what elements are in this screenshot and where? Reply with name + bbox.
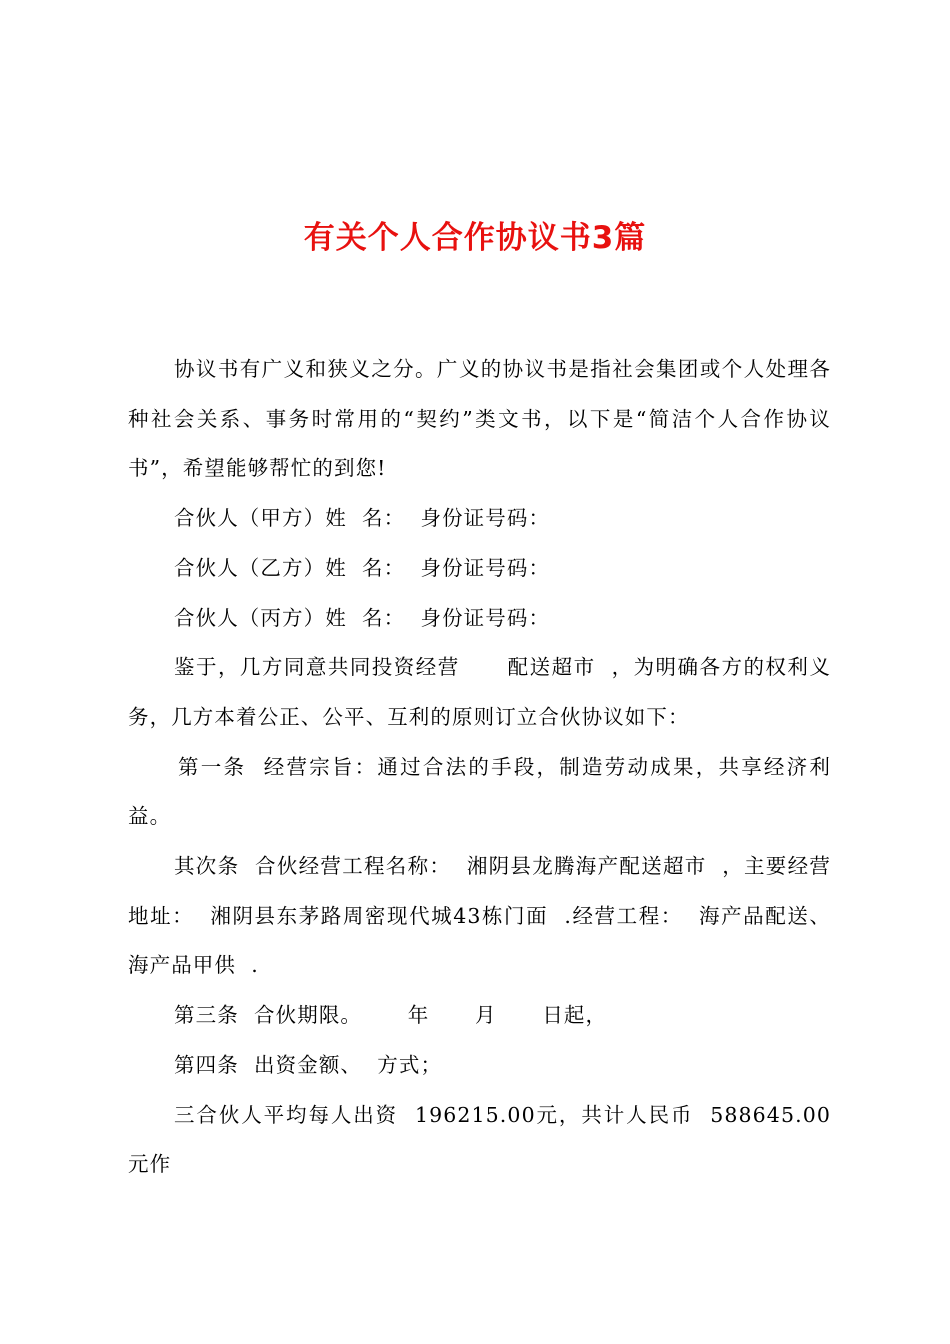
document-title: 有关个人合作协议书3篇	[303, 220, 647, 256]
article-2-paragraph: 其次条 合伙经营工程名称： 湘阴县龙腾海产配送超市 ，主要经营地址： 湘阴县东茅路周密现代城43栋门面 .经营工程： 海产品配送、海产品甲供 .	[128, 854, 831, 978]
partner-b-line: 合伙人（乙方）姓 名： 身份证号码：	[174, 555, 551, 580]
partner-c-line: 合伙人（丙方）姓 名： 身份证号码：	[174, 605, 551, 630]
contribution-paragraph: 三合伙人平均每人出资 196215.00元，共计人民币 588645.00元作	[128, 1102, 831, 1177]
article-4-paragraph: 第四条 出资金额、 方式；	[174, 1052, 443, 1077]
document-body	[128, 345, 831, 1190]
article-1-paragraph: 第一条 经营宗旨：通过合法的手段，制造劳动成果，共享经济利益。	[128, 754, 831, 829]
partner-a-line: 合伙人（甲方）姓 名： 身份证号码：	[174, 506, 551, 531]
intro-paragraph: 协议书有广义和狭义之分。广义的协议书是指社会集团或个人处理各种社会关系、事务时常用的“契约”类文书，以下是“简洁个人合作协议书”，希望能够帮忙的到您!	[128, 357, 831, 481]
article-3-paragraph: 第三条 合伙期限。 年 月 日起，	[174, 1003, 608, 1028]
whereas-paragraph: 鉴于，几方同意共同投资经营 配送超市 ，为明确各方的权利义务，几方本着公正、公平、互利的原则订立合伙协议如下：	[128, 655, 831, 729]
